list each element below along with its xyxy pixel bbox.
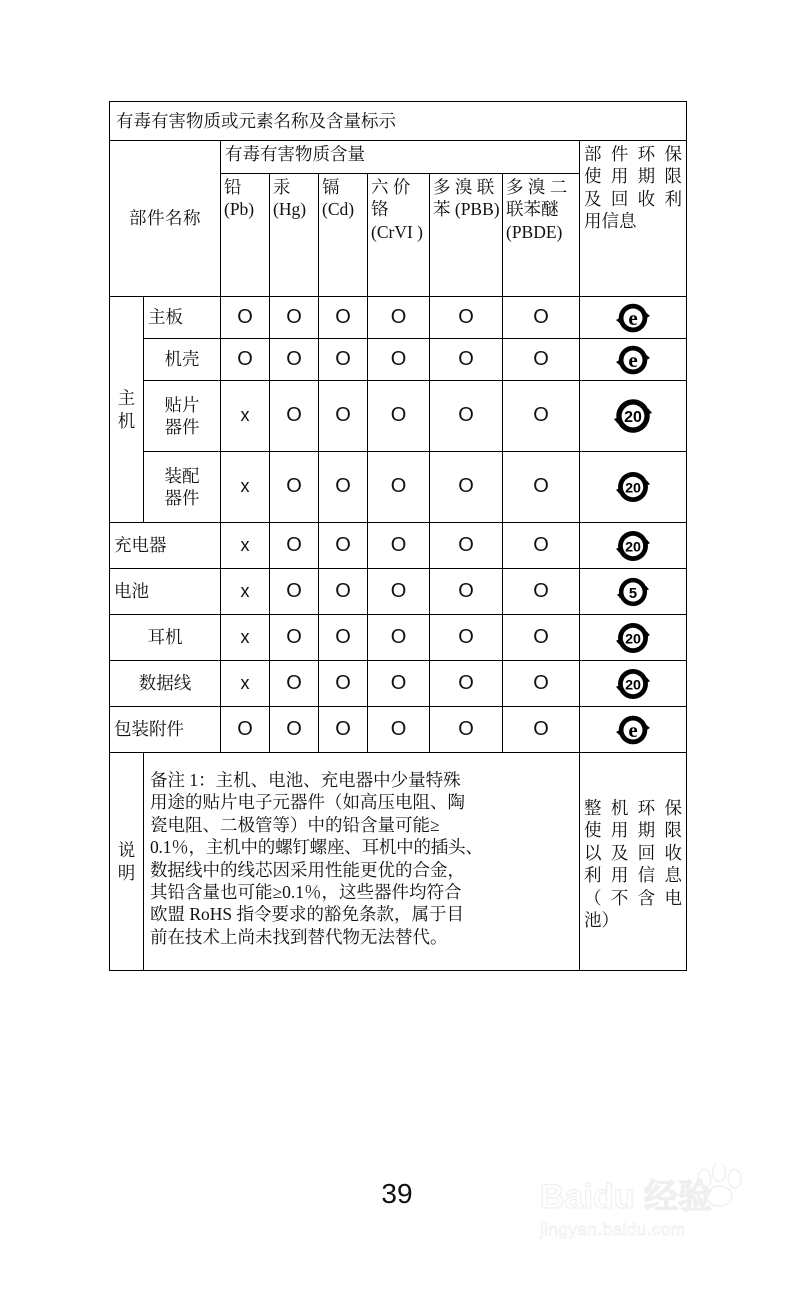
recyclable-e-icon bbox=[616, 301, 650, 335]
cell-value: O bbox=[368, 615, 430, 661]
notes-label-char-2: 明 bbox=[117, 862, 136, 883]
cell-value: O bbox=[270, 707, 319, 753]
cell-value: x bbox=[221, 523, 270, 569]
part-name-smd-line-2: 器件 bbox=[164, 417, 200, 437]
header-group-row bbox=[110, 141, 687, 174]
notes-right-line-5: （不含电 bbox=[584, 887, 683, 908]
epup-20-icon bbox=[616, 667, 650, 701]
notes-right-line-1: 整机环保 bbox=[584, 798, 683, 818]
recyclable-e-icon bbox=[616, 713, 650, 747]
epup-mark-cell bbox=[580, 707, 687, 753]
part-name-assembly-line-2: 器件 bbox=[164, 488, 200, 508]
header-env-line-4: 用信息 bbox=[584, 211, 637, 232]
header-substance-crvi-line-2: 铬 bbox=[371, 199, 389, 220]
cell-value: O bbox=[270, 381, 319, 452]
table-row bbox=[110, 707, 687, 753]
cell-value: O bbox=[270, 661, 319, 707]
watermark-title: Baidu 经验 bbox=[540, 1178, 712, 1216]
svg-text:e: e bbox=[628, 717, 638, 742]
epup-20-icon bbox=[616, 621, 650, 655]
epup-mark-cell bbox=[580, 523, 687, 569]
epup-mark-cell bbox=[580, 297, 687, 339]
cell-value: O bbox=[503, 339, 580, 381]
header-substance-pbde-line-2: 联苯醚 bbox=[506, 199, 559, 220]
cell-value: O bbox=[430, 523, 503, 569]
cell-value: O bbox=[368, 707, 430, 753]
notes-body-line-6: 其铅含量也可能≥0.1％，这些器件均符合 bbox=[150, 881, 462, 902]
epup-mark-cell bbox=[580, 339, 687, 381]
header-substance-crvi-line-3: (CrVI bbox=[371, 221, 413, 242]
part-name-charger: 充电器 bbox=[110, 523, 221, 569]
table-row bbox=[110, 615, 687, 661]
header-substance-pb-symbol: (Pb) bbox=[224, 199, 255, 220]
cell-value: O bbox=[368, 661, 430, 707]
cell-value: O bbox=[368, 339, 430, 381]
header-substance-pb bbox=[221, 174, 270, 297]
table-title-row bbox=[110, 102, 687, 141]
part-name-mainboard: 主板 bbox=[144, 297, 221, 339]
header-substance-cd bbox=[319, 174, 368, 297]
svg-text:20: 20 bbox=[625, 630, 641, 647]
cell-value: O bbox=[368, 381, 430, 452]
notes-label bbox=[110, 753, 144, 971]
page-number: 39 bbox=[381, 1178, 413, 1209]
header-substance-pbb-line-3: (PBB) bbox=[454, 199, 500, 220]
cell-value: O bbox=[503, 569, 580, 615]
svg-text:20: 20 bbox=[625, 480, 641, 497]
group-label-host bbox=[110, 297, 144, 523]
notes-body-line-5: 数据线中的线芯因采用性能更优的合金， bbox=[150, 859, 465, 880]
table-row bbox=[110, 297, 687, 339]
cell-value: x bbox=[221, 615, 270, 661]
svg-text:e: e bbox=[628, 347, 638, 372]
part-name-smd-line-1: 贴片 bbox=[164, 394, 200, 415]
part-name-assembly-wrap bbox=[147, 465, 217, 510]
notes-row bbox=[110, 753, 687, 971]
part-name-smd-components bbox=[144, 381, 221, 452]
cell-value: O bbox=[319, 707, 368, 753]
epup-20-icon bbox=[614, 397, 652, 435]
cell-value: O bbox=[503, 523, 580, 569]
table-row bbox=[110, 569, 687, 615]
notes-right-line-6: 池） bbox=[584, 909, 619, 930]
header-substances-group: 有毒有害物质含量 bbox=[221, 141, 580, 174]
cell-value: O bbox=[430, 569, 503, 615]
table-row bbox=[110, 381, 687, 452]
header-env-info bbox=[580, 141, 687, 297]
cell-value: O bbox=[430, 615, 503, 661]
notes-right-line-4: 利用信息 bbox=[584, 865, 683, 886]
header-substance-pbb-line-2: 联 苯 bbox=[433, 177, 495, 220]
cell-value: O bbox=[319, 297, 368, 339]
notes-body-line-2: 用途的贴片电子元器件（如高压电阻、陶 bbox=[150, 792, 465, 813]
epup-mark-cell bbox=[580, 381, 687, 452]
cell-value: O bbox=[368, 523, 430, 569]
header-substance-pbde-line-3: (PBDE) bbox=[506, 221, 563, 242]
header-env-line-2: 使用期限 bbox=[584, 166, 683, 187]
cell-value: O bbox=[270, 569, 319, 615]
part-name-assembly-line-1: 装配 bbox=[164, 465, 200, 486]
epup-mark-cell bbox=[580, 569, 687, 615]
part-name-data-cable: 数据线 bbox=[110, 661, 221, 707]
header-substance-crvi bbox=[368, 174, 430, 297]
header-substance-pbb-line-1: 多 溴 bbox=[433, 177, 473, 197]
cell-value: x bbox=[221, 452, 270, 523]
cell-value: O bbox=[368, 297, 430, 339]
header-part-name: 部件名称 bbox=[110, 141, 221, 297]
group-label-host-char-1: 主 bbox=[117, 388, 136, 409]
header-substance-pbde-line-1: 多 溴 二 bbox=[506, 177, 568, 197]
cell-value: O bbox=[270, 339, 319, 381]
part-name-smd-wrap bbox=[147, 394, 217, 439]
cell-value: O bbox=[319, 569, 368, 615]
cell-value: O bbox=[503, 297, 580, 339]
svg-text:20: 20 bbox=[624, 409, 642, 427]
table-row bbox=[110, 452, 687, 523]
table-row bbox=[110, 523, 687, 569]
cell-value: O bbox=[430, 297, 503, 339]
cell-value: O bbox=[430, 661, 503, 707]
header-env-line-3: 及回收利 bbox=[584, 188, 683, 209]
rohs-hazardous-substances-table bbox=[109, 101, 687, 971]
header-substance-hg bbox=[270, 174, 319, 297]
cell-value: O bbox=[503, 615, 580, 661]
notes-label-char-1: 说 bbox=[117, 840, 136, 861]
notes-body-line-3: 瓷电阻、二极管等）中的铅含量可能≥ bbox=[150, 814, 440, 835]
group-label-host-char-2: 机 bbox=[117, 410, 136, 431]
header-substance-pb-name: 铅 bbox=[224, 177, 242, 197]
cell-value: O bbox=[503, 707, 580, 753]
cell-value: O bbox=[430, 707, 503, 753]
epup-20-icon bbox=[616, 529, 650, 563]
cell-value: x bbox=[221, 569, 270, 615]
notes-body-line-8: 前在技术上尚未找到替代物无法替代。 bbox=[150, 926, 448, 947]
header-substance-hg-symbol: (Hg) bbox=[273, 199, 307, 220]
cell-value: O bbox=[503, 661, 580, 707]
part-name-packaging-accessories: 包装附件 bbox=[110, 707, 221, 753]
cell-value: O bbox=[270, 615, 319, 661]
cell-value: O bbox=[368, 452, 430, 523]
table-row bbox=[110, 661, 687, 707]
cell-value: O bbox=[319, 523, 368, 569]
part-name-earphone: 耳机 bbox=[110, 615, 221, 661]
svg-text:5: 5 bbox=[628, 585, 638, 602]
cell-value: O bbox=[221, 707, 270, 753]
header-substance-cd-name: 镉 bbox=[322, 177, 340, 197]
cell-value: O bbox=[319, 615, 368, 661]
header-substance-crvi-line-4: ) bbox=[417, 221, 423, 242]
notes-body-line-4: 0.1％，主机中的螺钉螺座、耳机中的插头、 bbox=[150, 837, 483, 858]
cell-value: x bbox=[221, 661, 270, 707]
recyclable-e-icon bbox=[616, 343, 650, 377]
watermark-url: jingyan.baidu.com bbox=[540, 1220, 686, 1239]
notes-right-column bbox=[580, 753, 687, 971]
svg-text:20: 20 bbox=[625, 676, 641, 693]
cell-value: O bbox=[270, 297, 319, 339]
svg-text:e: e bbox=[628, 305, 638, 330]
cell-value: O bbox=[270, 452, 319, 523]
cell-value: O bbox=[368, 569, 430, 615]
epup-20-icon bbox=[616, 470, 650, 504]
header-substance-pbde bbox=[503, 174, 580, 297]
notes-body-line-1: 备注 1：主机、电池、充电器中少量特殊 bbox=[150, 770, 461, 790]
header-substance-pbb bbox=[430, 174, 503, 297]
notes-right-line-2: 使用期限 bbox=[584, 820, 683, 841]
part-name-battery: 电池 bbox=[110, 569, 221, 615]
header-substance-cd-symbol: (Cd) bbox=[322, 199, 355, 220]
cell-value: O bbox=[319, 381, 368, 452]
cell-value: O bbox=[430, 452, 503, 523]
notes-body-line-7: 欧盟 RoHS 指令要求的豁免条款，属于目 bbox=[150, 904, 465, 925]
epup-mark-cell bbox=[580, 615, 687, 661]
cell-value: O bbox=[221, 339, 270, 381]
cell-value: x bbox=[221, 381, 270, 452]
cell-value: O bbox=[319, 452, 368, 523]
part-name-assembly-components bbox=[144, 452, 221, 523]
notes-right-line-3: 以及回收 bbox=[584, 842, 683, 863]
cell-value: O bbox=[430, 381, 503, 452]
cell-value: O bbox=[221, 297, 270, 339]
cell-value: O bbox=[430, 339, 503, 381]
cell-value: O bbox=[503, 452, 580, 523]
header-substance-crvi-line-1: 六 价 bbox=[371, 177, 411, 197]
header-substance-hg-name: 汞 bbox=[273, 177, 291, 197]
notes-body bbox=[144, 753, 580, 971]
cell-value: O bbox=[319, 339, 368, 381]
cell-value: O bbox=[503, 381, 580, 452]
cell-value: O bbox=[319, 661, 368, 707]
table-title: 有毒有害物质或元素名称及含量标示 bbox=[110, 102, 687, 141]
part-name-case: 机壳 bbox=[144, 339, 221, 381]
header-env-line-1: 部件环保 bbox=[584, 144, 683, 164]
svg-text:20: 20 bbox=[625, 538, 641, 555]
epup-mark-cell bbox=[580, 452, 687, 523]
cell-value: O bbox=[270, 523, 319, 569]
table-row bbox=[110, 339, 687, 381]
epup-mark-cell bbox=[580, 661, 687, 707]
epup-5-icon bbox=[617, 576, 649, 608]
